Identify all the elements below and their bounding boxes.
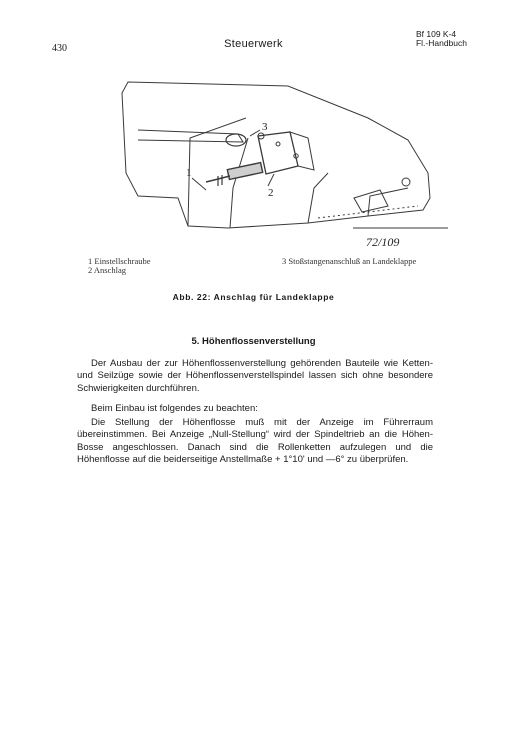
push-rod	[138, 130, 243, 142]
document-id	[416, 30, 467, 48]
panel-edge	[308, 173, 328, 223]
body-paragraph-2: Beim Einbau ist folgendes zu beachten:	[91, 403, 258, 414]
housing-outline	[122, 82, 430, 228]
callout-leader-2	[268, 174, 274, 186]
figure-legend-left	[88, 257, 151, 275]
adjusting-screw	[227, 163, 262, 180]
page-number: 430	[52, 43, 67, 54]
figure-legend-right: 3 Stoßstangenanschluß an Landeklappe	[282, 256, 417, 266]
body-paragraph-1: Der Ausbau der zur Höhenflossenverstellung gehörenden Bauteile wie Ketten- und Seilzüge sowie der Höhenflossenverstellspindel lassen sich ohne besondere Schwierigkeiten durchführen.	[77, 358, 433, 394]
callout-1: 1	[186, 167, 192, 179]
body-paragraph-3: Die Stellung der Höhenflosse muß mit der Anzeige im Führerraum übereinstimmen. Bei Anzeige „Null-Stellung“ wird der Spindeltrieb an die Höhen-Bosse angeschlossen. Danach sind die Rollenketten aufzulegen und die Höhenflosse auf die beiderseitige Anstellmaße + 1°10' und —6° zu überprüfen.	[77, 417, 433, 465]
bracket-bolt	[276, 142, 280, 146]
drawing-number: 72/109	[366, 235, 400, 249]
legend-item-2: 2 Anschlag	[88, 265, 127, 275]
callout-3: 3	[262, 121, 268, 133]
bracket-flange	[290, 132, 314, 170]
running-title: Steuerwerk	[224, 38, 283, 50]
figure-drawing	[118, 78, 454, 253]
figure-title: Abb. 22: Anschlag für Landeklappe	[172, 292, 335, 302]
document-id-line-1: Bf 109 K-4	[415, 29, 457, 39]
screw-nut	[218, 175, 222, 186]
fitting	[402, 178, 410, 186]
stop-bracket	[258, 132, 298, 174]
callout-2: 2	[268, 187, 274, 199]
pushrod-connection	[226, 134, 246, 146]
panel-edge	[230, 138, 248, 228]
document-id-line-2: Fl.-Handbuch	[415, 38, 467, 48]
legend-item-1: 1 Einstellschraube	[88, 256, 151, 266]
section-heading: 5. Höhenflossenverstellung	[191, 336, 316, 347]
callout-leader-1	[192, 178, 206, 190]
